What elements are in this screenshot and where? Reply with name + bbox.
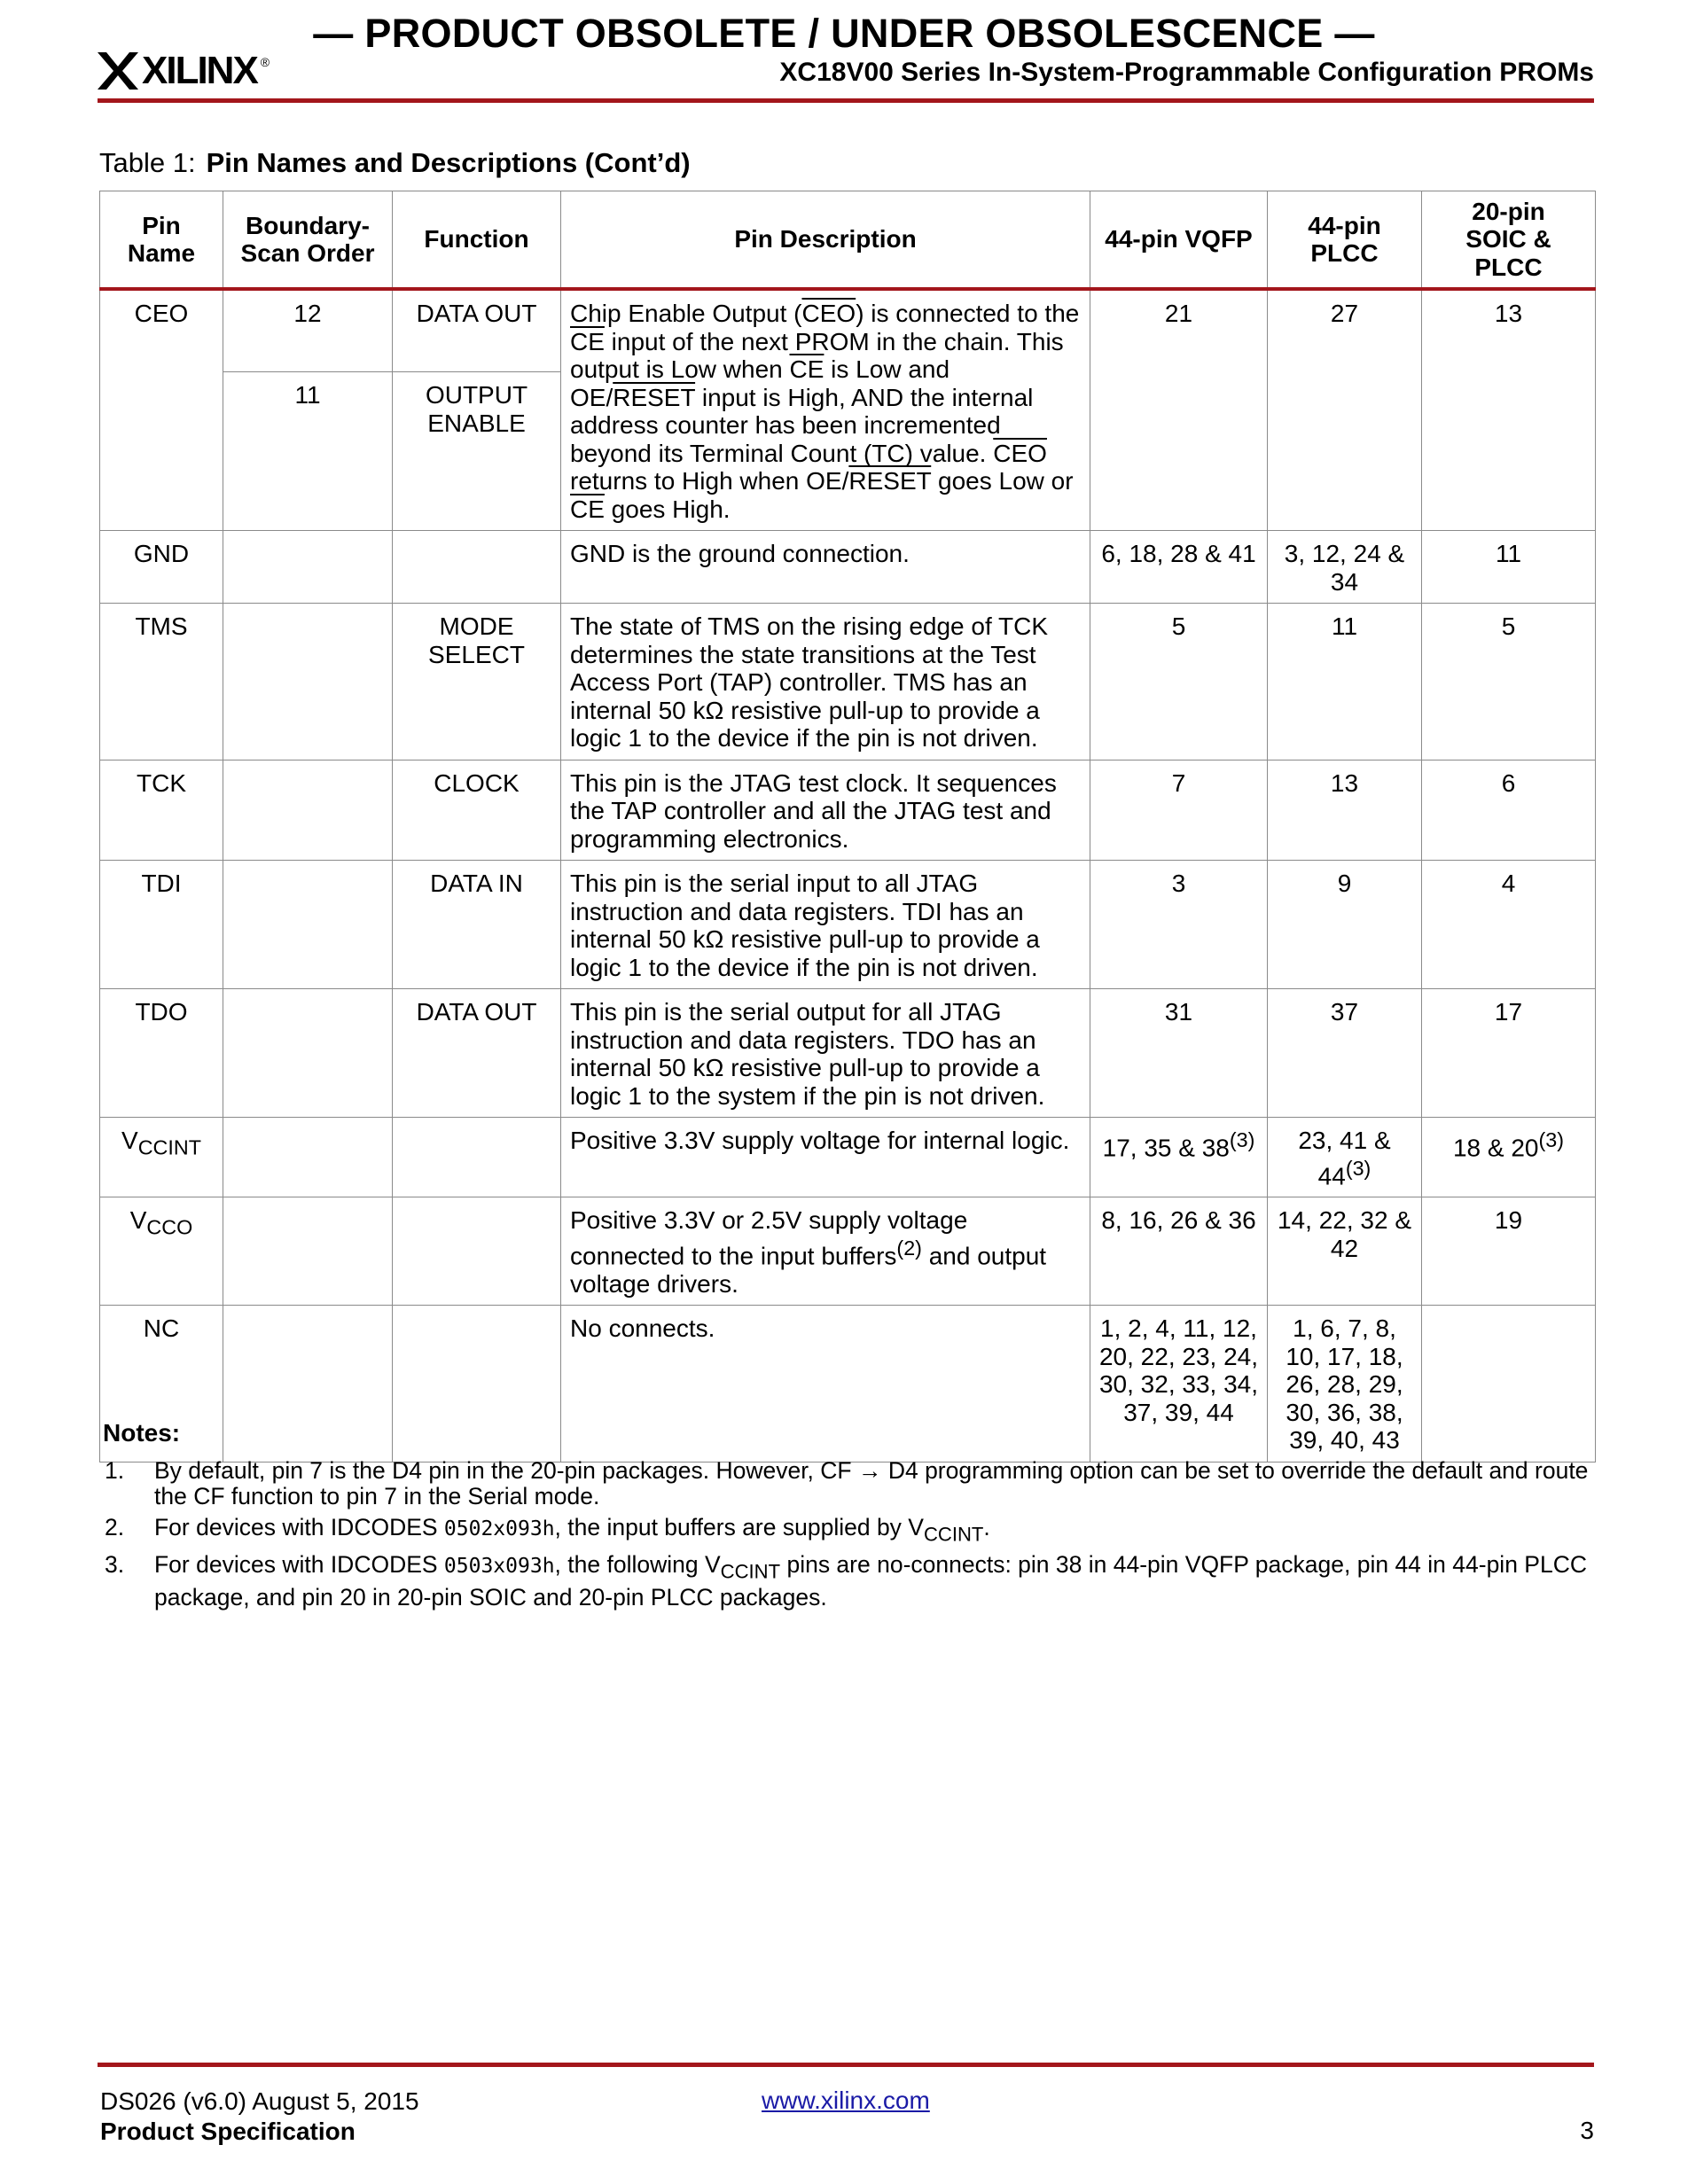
pin-44-vqfp: 31: [1090, 989, 1268, 1118]
page-number: 3: [1580, 2117, 1594, 2144]
table-caption-title: Pin Names and Descriptions (Cont’d): [206, 147, 691, 178]
pin-description: This pin is the serial output for all JTAG instruction and data registers. TDO has an internal 50 kΩ resistive pull-up to provide a logic 1 to the system if the pin is not driven.: [561, 989, 1090, 1118]
pin-20-soic: 13: [1422, 289, 1596, 531]
table-notes: [103, 1420, 1601, 1616]
note-1: 1. By default, pin 7 is the D4 pin in the 20-pin packages. However, CF → D4 programming option can be set to override the default and route the CF function to pin 7 in the Serial mode.: [105, 1457, 1589, 1509]
obsolete-banner: — PRODUCT OBSOLETE / UNDER OBSOLESCENCE —: [313, 11, 1375, 56]
table-header-row: [100, 191, 1596, 290]
pin-function: [393, 1197, 561, 1306]
pin-description: No connects.: [561, 1306, 1090, 1462]
footer-rule: [98, 2063, 1594, 2067]
pin-name: CEO: [100, 289, 223, 531]
scan-order: [223, 1197, 393, 1306]
pin-44-vqfp: 8, 16, 26 & 36: [1090, 1197, 1268, 1306]
document-subtitle: XC18V00 Series In-System-Programmable Configuration PROMs: [779, 58, 1594, 87]
scan-order: [223, 760, 393, 861]
pin-20-soic: 5: [1422, 604, 1596, 760]
scan-order: 12: [223, 289, 393, 372]
pin-name: GND: [100, 531, 223, 604]
pin-name: TMS: [100, 604, 223, 760]
pin-44-plcc: 27: [1268, 289, 1422, 531]
header-function: Function: [393, 191, 561, 290]
pin-44-plcc: 9: [1268, 861, 1422, 989]
pin-20-soic: 17: [1422, 989, 1596, 1118]
pin-44-vqfp: 7: [1090, 760, 1268, 861]
scan-order: [223, 531, 393, 604]
pin-44-plcc: 14, 22, 32 & 42: [1268, 1197, 1422, 1306]
pin-44-plcc: 13: [1268, 760, 1422, 861]
pin-44-vqfp: 5: [1090, 604, 1268, 760]
pin-description: This pin is the JTAG test clock. It sequences the TAP controller and all the JTAG test and programming electronics.: [561, 760, 1090, 861]
note-2: 2. For devices with IDCODES 0502x093h, the input buffers are supplied by $V_{CCINT}$.: [105, 1514, 990, 1546]
pin-function: CLOCK: [393, 760, 561, 861]
pin-function: [393, 531, 561, 604]
registered-mark: ®: [260, 55, 270, 69]
pin-name: NC: [100, 1306, 223, 1462]
footer-doc-number: DS026 (v6.0) August 5, 2015: [100, 2087, 419, 2115]
header-description: Pin Description: [561, 191, 1090, 290]
header-boundary-scan: Boundary- Scan Order: [223, 191, 393, 290]
pin-function: MODE SELECT: [393, 604, 561, 760]
logo-wordmark: XILINX: [142, 49, 257, 92]
pin-20-soic: 6: [1422, 760, 1596, 861]
scan-order: [223, 1118, 393, 1197]
pin-44-vqfp: 6, 18, 28 & 41: [1090, 531, 1268, 604]
header-44-vqfp: 44-pin VQFP: [1090, 191, 1268, 290]
pin-table: [99, 191, 1596, 1462]
table-row-tms: [100, 604, 1596, 760]
pin-44-plcc: 37: [1268, 989, 1422, 1118]
table-caption: [99, 147, 691, 179]
pin-44-plcc: 3, 12, 24 & 34: [1268, 531, 1422, 604]
pin-function: DATA OUT: [393, 989, 561, 1118]
notes-heading: Notes:: [103, 1419, 181, 1447]
footer-website-link[interactable]: www.xilinx.com: [762, 2086, 930, 2114]
scan-order: [223, 861, 393, 989]
pin-44-plcc: 23, 41 & 44$^{(3)}$: [1268, 1118, 1422, 1197]
scan-order: 11: [223, 372, 393, 531]
pin-20-soic: 18 & 20$^{(3)}$: [1422, 1118, 1596, 1197]
pin-function: OUTPUT ENABLE: [393, 372, 561, 531]
pin-44-plcc: 1, 6, 7, 8, 10, 17, 18, 26, 28, 29, 30, 36, 38, 39, 40, 43: [1268, 1306, 1422, 1462]
header-pin-name: Pin Name: [100, 191, 223, 290]
scan-order: [223, 989, 393, 1118]
table-row-ceo: [100, 289, 1596, 372]
pin-description: GND is the ground connection.: [561, 531, 1090, 604]
header-44-plcc: 44-pin PLCC: [1268, 191, 1422, 290]
footer-doc-info: [100, 2086, 419, 2147]
pin-20-soic: 4: [1422, 861, 1596, 989]
xilinx-logo: [98, 46, 270, 96]
pin-description: Positive 3.3V supply voltage for internal logic.: [561, 1118, 1090, 1197]
pin-name: TCK: [100, 760, 223, 861]
table-row-tdi: [100, 861, 1596, 989]
footer-spec-label: Product Specification: [100, 2118, 356, 2145]
pin-description: Positive 3.3V or 2.5V supply voltage connected to the input buffers$^{(2)}$ and output voltage drivers.: [561, 1197, 1090, 1306]
pin-name: TDI: [100, 861, 223, 989]
scan-order: [223, 604, 393, 760]
pin-44-vqfp: 21: [1090, 289, 1268, 531]
table-row-tdo: [100, 989, 1596, 1118]
header-20-soic-plcc: 20-pin SOIC & PLCC: [1422, 191, 1596, 290]
pin-name: $V_{CCINT}$: [100, 1118, 223, 1197]
pin-name: TDO: [100, 989, 223, 1118]
pin-20-soic: 11: [1422, 531, 1596, 604]
table-row-gnd: [100, 531, 1596, 604]
pin-function: DATA OUT: [393, 289, 561, 372]
pin-name: $V_{CCO}$: [100, 1197, 223, 1306]
pin-44-vqfp: 17, 35 & 38$^{(3)}$: [1090, 1118, 1268, 1197]
table-row-vcco: [100, 1197, 1596, 1306]
table-caption-label: Table 1:: [99, 147, 196, 178]
pin-description: The state of TMS on the rising edge of TCK determines the state transitions at the Test Access Port (TAP) controller. TMS has an internal 50 kΩ resistive pull-up to provide a logic 1 to the device if the pin is not driven.: [561, 604, 1090, 760]
table-row-tck: [100, 760, 1596, 861]
pin-20-soic: 19: [1422, 1197, 1596, 1306]
header-rule: [98, 98, 1594, 103]
pin-description: Chip Enable Output $(\overline{CEO})$ is connected to the $\overline{CE}$ input of the next PROM in the chain. This output is Low when $\overline{CE}$ is Low and OE/RESET input is High, AND the internal address counter has been incremented beyond its Terminal Count (TC) value. $\overline{CEO}$ returns to High when OE/RESET goes Low or $\overline{CE}$ goes High.: [561, 289, 1090, 531]
pin-function: [393, 1118, 561, 1197]
note-3: 3. For devices with IDCODES 0503x093h, the following $V_{CCINT}$ pins are no-connects: pin 38 in 44-pin VQFP package, pin 44 in 44-pin PLCC package, and pin 20 in 20-pin SOIC and 20-pin PLCC packages.: [105, 1551, 1587, 1611]
table-row-vccint: [100, 1118, 1596, 1197]
pin-44-vqfp: 3: [1090, 861, 1268, 989]
pin-description: This pin is the serial input to all JTAG instruction and data registers. TDI has an internal 50 kΩ resistive pull-up to provide a logic 1 to the device if the pin is not driven.: [561, 861, 1090, 989]
pin-44-vqfp: 1, 2, 4, 11, 12, 20, 22, 23, 24, 30, 32, 33, 34, 37, 39, 44: [1090, 1306, 1268, 1462]
xilinx-logo-icon: [98, 52, 138, 90]
pin-44-plcc: 11: [1268, 604, 1422, 760]
pin-function: DATA IN: [393, 861, 561, 989]
